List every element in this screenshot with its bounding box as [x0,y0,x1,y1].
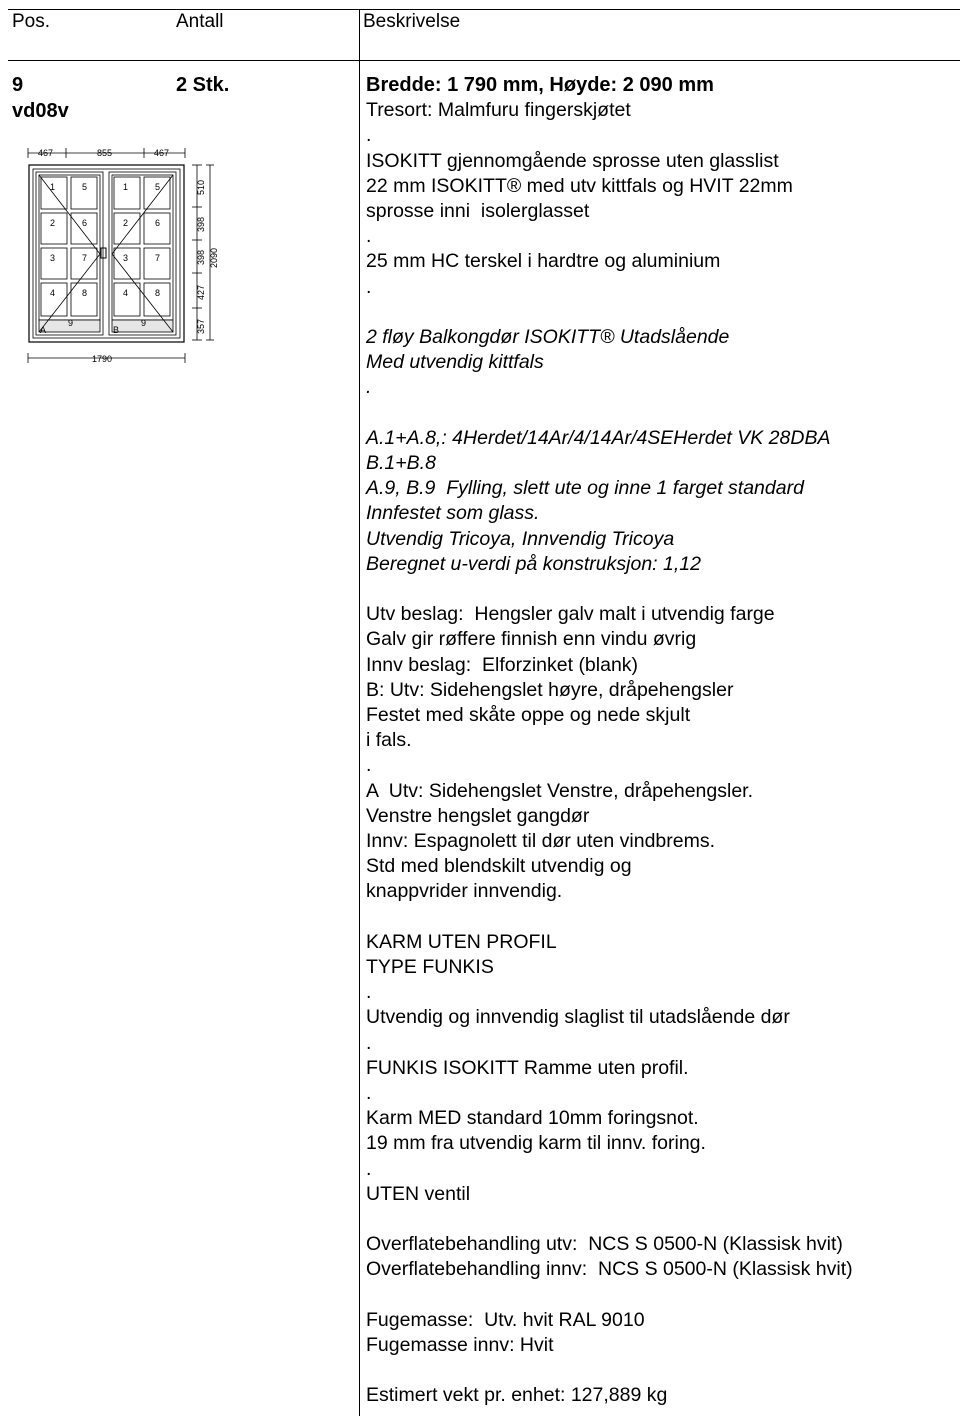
description-line: . [366,225,372,248]
description-line: Utvendig og innvendig slaglist til utadslående dør [366,1006,790,1029]
header-top-rule [8,9,960,10]
description-line: A Utv: Sidehengslet Venstre, dråpehengsler. [366,779,754,802]
description-line [366,1283,956,1308]
dim-total-width: 1790 [92,354,113,364]
description-line: A.1+A.8,: 4Herdet/14Ar/4/14Ar/4SEHerdet VK 28DBA [366,426,831,449]
description-line: Overflatebehandling utv: NCS S 0500-N (Klassisk hvit) [366,1233,843,1256]
pane-left-2: 2 [50,218,56,228]
pane-left-1: 1 [50,182,56,192]
column-divider [359,9,360,1416]
description-line: Innfestet som glass. [366,502,540,525]
description-line: B: Utv: Sidehengslet høyre, dråpehengsler [366,678,734,701]
description-line: FUNKIS ISOKITT Ramme uten profil. [366,1056,689,1079]
pane-left-8: 8 [82,288,88,298]
item-quantity: 2 Stk. [176,74,230,96]
description-line: ISOKITT gjennomgående sprosse uten glasslist [366,149,779,172]
description-line: 19 mm fra utvendig karm til innv. foring. [366,1132,706,1155]
pane-right-2: 2 [123,218,129,228]
description-line: Innv beslag: Elforzinket (blank) [366,653,639,676]
description-line: sprosse inni isolerglasset [366,200,590,223]
description-line: . [366,376,372,399]
header-antall: Antall [176,11,224,32]
description-line: Innv: Espagnolett til dør uten vindbrems. [366,830,716,853]
dim-right-510: 510 [196,179,206,195]
description-line: Karm MED standard 10mm foringsnot. [366,1107,699,1130]
description-line: B.1+B.8 [366,452,436,475]
pane-left-6: 6 [82,218,88,228]
description-line [366,300,956,325]
item-position: 9 [12,74,24,96]
description-line: Tresort: Malmfuru fingerskjøtet [366,99,631,122]
description-line: . [366,124,372,147]
description-line: 22 mm ISOKITT® med utv kittfals og HVIT 22mm [366,174,793,197]
dim-top-2: 855 [97,148,113,158]
description-line: 2 fløy Balkongdør ISOKITT® Utadslående [366,326,730,349]
description-line [366,577,956,602]
description-line: UTEN ventil [366,1182,471,1205]
description-line: Med utvendig kittfals [366,351,544,374]
header-bottom-rule [8,60,960,61]
description-line: TYPE FUNKIS [366,956,494,979]
pane-right-3: 3 [123,253,129,263]
dim-top-3: 467 [154,148,170,158]
description-line: Beregnet u-verdi på konstruksjon: 1,12 [366,552,701,575]
description-line: A.9, B.9 Fylling, slett ute og inne 1 farget standard [366,477,804,500]
panel-left-9: 9 [68,318,74,328]
panel-right-9: 9 [141,318,147,328]
description-line: . [366,1031,372,1054]
description-line: Fugemasse: Utv. hvit RAL 9010 [366,1308,645,1331]
pane-left-5: 5 [82,182,88,192]
dim-right-398b: 398 [196,249,206,265]
description-line: . [366,981,372,1004]
description-line: 25 mm HC terskel i hardtre og aluminium [366,250,721,273]
item-code: vd08v [12,100,69,122]
description-line [366,905,956,930]
description-line: Utvendig Tricoya, Innvendig Tricoya [366,527,675,550]
pane-right-7: 7 [155,253,161,263]
description-line: KARM UTEN PROFIL [366,930,557,953]
pane-left-4: 4 [50,288,56,298]
description-line: Galv gir røffere finnish enn vindu øvrig [366,628,697,651]
dim-right-398a: 398 [196,216,206,232]
description-line [366,1358,956,1383]
description-line [366,401,956,426]
header-pos: Pos. [12,11,51,32]
description-line: . [366,754,372,777]
description-line: . [366,1082,372,1105]
description-line: i fals. [366,729,412,752]
leaf-a-label: A [40,325,47,335]
description-line: Std med blendskilt utvendig og [366,855,632,878]
description-line: knappvrider innvendig. [366,880,563,903]
description-line: . [366,1157,372,1180]
description-line: Bredde: 1 790 mm, Høyde: 2 090 mm [366,74,714,96]
description-block [366,73,956,1409]
pane-left-3: 3 [50,253,56,263]
dim-top-1: 467 [38,148,54,158]
description-line: Venstre hengslet gangdør [366,804,590,827]
description-line: Utv beslag: Hengsler galv malt i utvendig farge [366,603,775,626]
description-line: . [366,275,372,298]
dim-total-height: 2090 [209,247,219,268]
door-drawing [20,140,220,370]
description-line: Estimert vekt pr. enhet: 127,889 kg [366,1384,668,1407]
leaf-b-label: B [113,325,120,335]
header-beskrivelse: Beskrivelse [363,11,461,32]
dim-right-427: 427 [196,284,206,300]
pane-right-8: 8 [155,288,161,298]
dim-right-357: 357 [196,318,206,334]
pane-left-7: 7 [82,253,88,263]
description-line [366,1207,956,1232]
pane-right-4: 4 [123,288,129,298]
pane-right-6: 6 [155,218,161,228]
description-line: Overflatebehandling innv: NCS S 0500-N (Klassisk hvit) [366,1258,853,1281]
description-line: Fugemasse innv: Hvit [366,1334,554,1357]
pane-right-5: 5 [155,182,161,192]
pane-right-1: 1 [123,182,129,192]
description-line: Festet med skåte oppe og nede skjult [366,704,691,727]
